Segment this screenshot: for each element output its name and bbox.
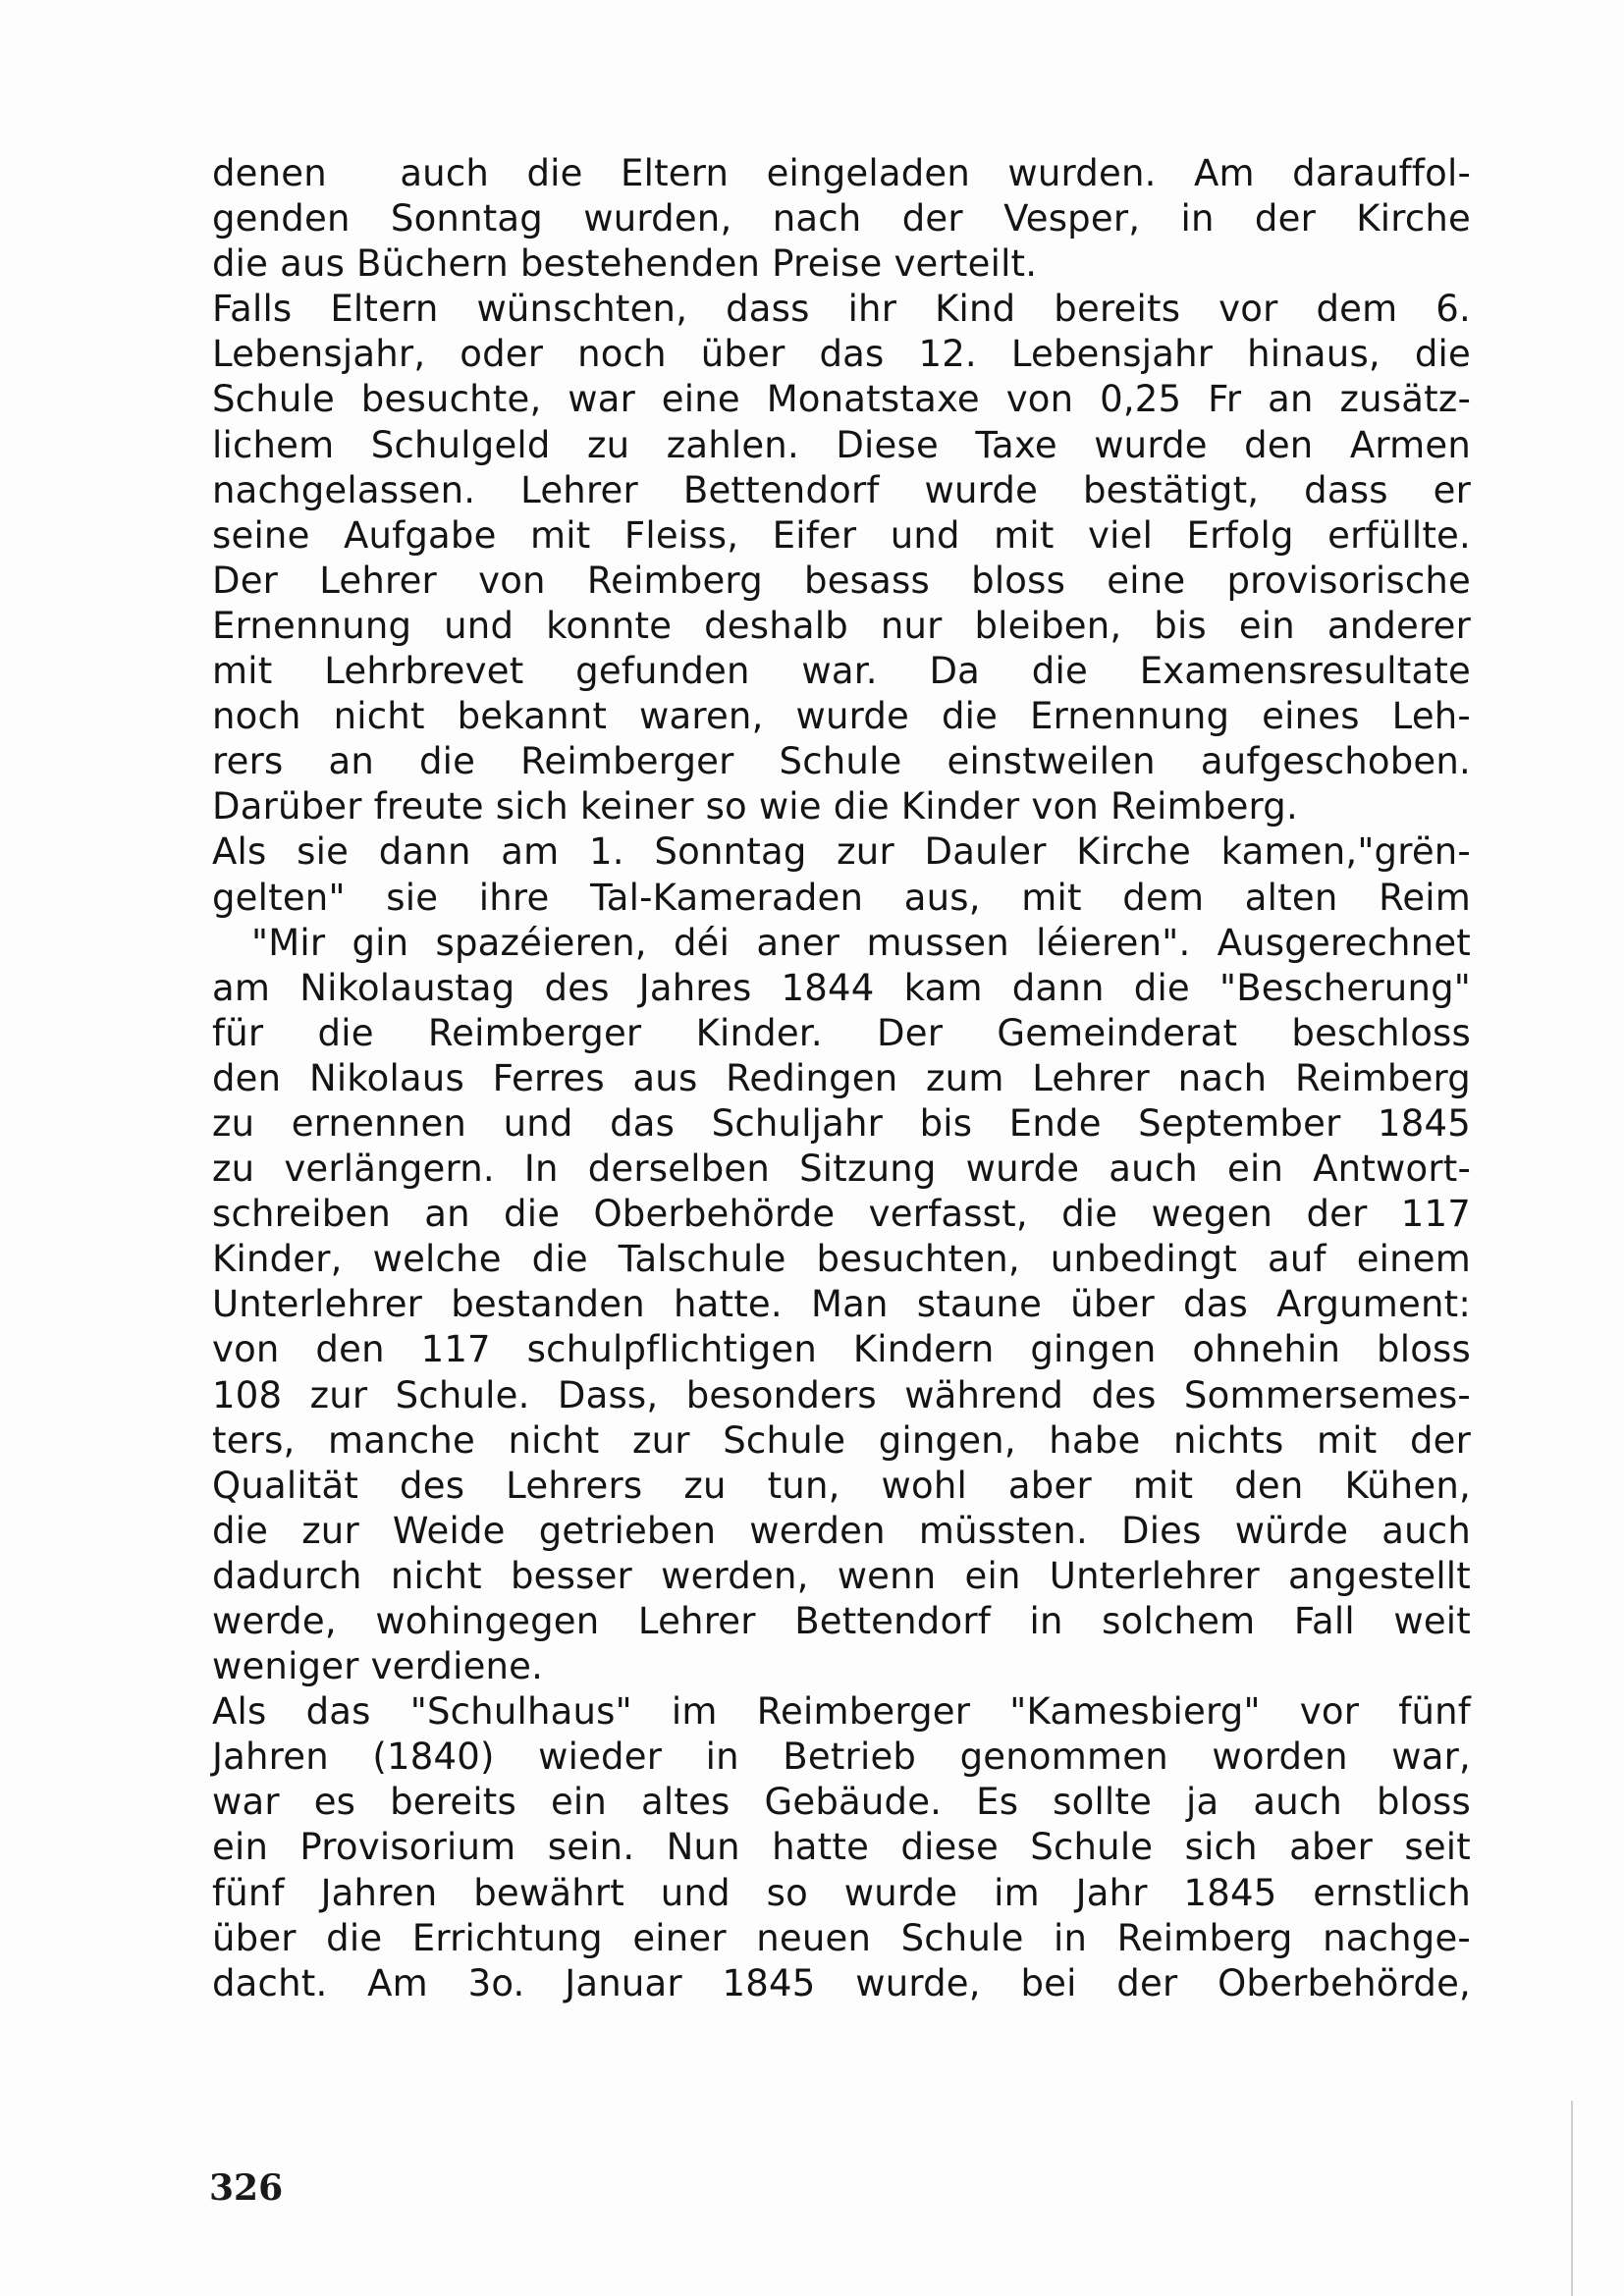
page-number: 326 [209,2167,284,2209]
text-line: über die Errichtung einer neuen Schule in Reimberg nachge- [212,1916,1471,1959]
text-line: ters, manche nicht zur Schule gingen, habe nichts mit der [212,1418,1471,1462]
body-text [212,151,1471,2006]
text-line: war es bereits ein altes Gebäude. Es sollte ja auch bloss [212,1781,1471,1824]
text-line: Jahren (1840) wieder in Betrieb genommen worden war, [212,1735,1471,1779]
text-line: nachgelassen. Lehrer Bettendorf wurde bestätigt, dass er [212,468,1471,511]
text-line: den Nikolaus Ferres aus Redingen zum Lehrer nach Reimberg [212,1056,1471,1099]
text-line: Der Lehrer von Reimberg besass bloss eine provisorische [212,559,1471,602]
text-line: genden Sonntag wurden, nach der Vesper, in der Kirche [212,197,1471,240]
text-line: die zur Weide getrieben werden müssten. Dies würde auch [212,1509,1471,1552]
text-line: mit Lehrbrevet gefunden war. Da die Examensresultate [212,650,1471,693]
text-line: Ernennung und konnte deshalb nur bleiben, bis ein anderer [212,604,1471,647]
text-line: 108 zur Schule. Dass, besonders während des Sommersemes- [212,1373,1471,1416]
text-line: Als sie dann am 1. Sonntag zur Dauler Kirche kamen,"grën- [212,830,1471,874]
text-line: rers an die Reimberger Schule einstweilen aufgeschoben. [212,740,1471,783]
text-line: ein Provisorium sein. Nun hatte diese Schule sich aber seit [212,1826,1471,1869]
page-edge-divider [1571,2101,1573,2296]
text-line: dadurch nicht besser werden, wenn ein Unterlehrer angestellt [212,1554,1471,1597]
text-line: gelten" sie ihre Tal-Kameraden aus, mit dem alten Reim [212,876,1471,919]
text-line: Falls Eltern wünschten, dass ihr Kind bereits vor dem 6. [212,288,1471,331]
text-line: Qualität des Lehrers zu tun, wohl aber mit den Kühen, [212,1464,1471,1507]
text-line: die aus Büchern bestehenden Preise verteilt. [212,242,1038,286]
text-line: Lebensjahr, oder noch über das 12. Lebensjahr hinaus, die [212,333,1471,376]
text-line: schreiben an die Oberbehörde verfasst, die wegen der 117 [212,1193,1471,1236]
text-line: dacht. Am 3o. Januar 1845 wurde, bei der Oberbehörde, [212,1961,1471,2004]
text-line: werde, wohingegen Lehrer Bettendorf in solchem Fall weit [212,1600,1471,1642]
text-line: für die Reimberger Kinder. Der Gemeinderat beschloss [212,1011,1471,1054]
text-line: Schule besuchte, war eine Monatstaxe von 0,25 Fr an zusätz- [212,378,1471,421]
text-line: weniger verdiene. [212,1645,544,1688]
text-line: zu verlängern. In derselben Sitzung wurde auch ein Antwort- [212,1148,1471,1191]
text-line: noch nicht bekannt waren, wurde die Ernennung eines Leh- [212,695,1471,738]
text-line: fünf Jahren bewährt und so wurde im Jahr 1845 ernstlich [212,1871,1471,1914]
text-line: von den 117 schulpflichtigen Kindern gingen ohnehin bloss [212,1328,1471,1371]
text-line: Darüber freute sich keiner so wie die Kinder von Reimberg. [212,785,1298,828]
text-line: zu ernennen und das Schuljahr bis Ende September 1845 [212,1101,1471,1145]
text-line: Als das "Schulhaus" im Reimberger "Kamesbierg" vor fünf [212,1690,1471,1734]
text-line: am Nikolaustag des Jahres 1844 kam dann die "Bescherung" [212,966,1471,1009]
text-line: denen auch die Eltern eingeladen wurden. Am darauffol- [212,152,1471,194]
text-line: Kinder, welche die Talschule besuchten, unbedingt auf einem [212,1238,1471,1281]
text-line: "Mir gin spazéieren, déi aner mussen léieren". Ausgerechnet [251,921,1471,964]
text-line: lichem Schulgeld zu zahlen. Diese Taxe wurde den Armen [212,423,1471,466]
text-line: Unterlehrer bestanden hatte. Man staune über das Argument: [212,1283,1471,1326]
text-line: seine Aufgabe mit Fleiss, Eifer und mit viel Erfolg erfüllte. [212,513,1471,557]
